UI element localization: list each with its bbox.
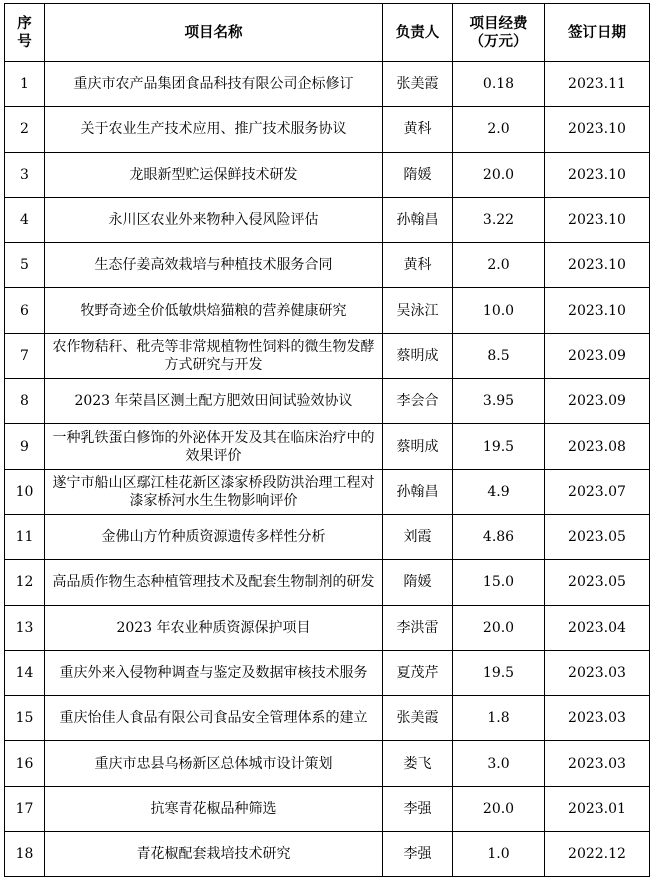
cell-seq: 14 [5, 650, 45, 695]
cell-owner: 孙翰昌 [383, 469, 453, 514]
cell-owner: 吴泳江 [383, 288, 453, 333]
cell-date: 2023.01 [545, 786, 650, 831]
cell-date: 2023.11 [545, 62, 650, 107]
table-header-row [5, 4, 650, 62]
cell-name: 抗寒青花椒品种筛选 [45, 786, 383, 831]
cell-date: 2023.10 [545, 288, 650, 333]
table-row [5, 333, 650, 378]
cell-owner: 张美霞 [383, 62, 453, 107]
table-row [5, 650, 650, 695]
cell-date: 2023.08 [545, 424, 650, 469]
cell-funding: 19.5 [453, 424, 545, 469]
cell-owner: 李强 [383, 832, 453, 877]
cell-name: 永川区农业外来物种入侵风险评估 [45, 197, 383, 242]
cell-funding: 2.0 [453, 243, 545, 288]
cell-date: 2023.10 [545, 197, 650, 242]
cell-seq: 12 [5, 560, 45, 605]
table-row [5, 560, 650, 605]
cell-owner: 李强 [383, 786, 453, 831]
cell-seq: 18 [5, 832, 45, 877]
cell-date: 2023.07 [545, 469, 650, 514]
cell-name: 金佛山方竹种质资源遗传多样性分析 [45, 514, 383, 559]
table-row [5, 696, 650, 741]
table-row [5, 469, 650, 514]
cell-date: 2023.09 [545, 379, 650, 424]
cell-funding: 20.0 [453, 786, 545, 831]
cell-name: 一种乳铁蛋白修饰的外泌体开发及其在临床治疗中的效果评价 [45, 424, 383, 469]
cell-owner: 李会合 [383, 379, 453, 424]
cell-funding: 0.18 [453, 62, 545, 107]
cell-funding: 4.9 [453, 469, 545, 514]
table-body [5, 62, 650, 877]
header-name: 项目名称 [45, 4, 383, 62]
cell-date: 2023.10 [545, 107, 650, 152]
cell-seq: 11 [5, 514, 45, 559]
cell-funding: 8.5 [453, 333, 545, 378]
cell-funding: 15.0 [453, 560, 545, 605]
cell-date: 2023.05 [545, 514, 650, 559]
cell-funding: 10.0 [453, 288, 545, 333]
cell-owner: 隋媛 [383, 560, 453, 605]
header-funding [453, 4, 545, 62]
header-funding-line2: （万元） [469, 32, 528, 50]
cell-owner: 黄科 [383, 107, 453, 152]
header-funding-line1: 项目经费 [469, 14, 528, 32]
cell-owner: 蔡明成 [383, 333, 453, 378]
cell-seq: 5 [5, 243, 45, 288]
table-row [5, 107, 650, 152]
cell-seq: 1 [5, 62, 45, 107]
cell-date: 2022.12 [545, 832, 650, 877]
cell-name: 农作物秸秆、秕壳等非常规植物性饲料的微生物发酵方式研究与开发 [45, 333, 383, 378]
cell-owner: 孙翰昌 [383, 197, 453, 242]
cell-owner: 蔡明成 [383, 424, 453, 469]
cell-name: 重庆外来入侵物种调查与鉴定及数据审核技术服务 [45, 650, 383, 695]
cell-name: 遂宁市船山区鄢江桂花新区漆家桥段防洪治理工程对漆家桥河水生生物影响评价 [45, 469, 383, 514]
cell-seq: 7 [5, 333, 45, 378]
header-date: 签订日期 [545, 4, 650, 62]
cell-date: 2023.03 [545, 741, 650, 786]
cell-owner: 娄飞 [383, 741, 453, 786]
cell-funding: 3.22 [453, 197, 545, 242]
cell-date: 2023.03 [545, 696, 650, 741]
cell-seq: 15 [5, 696, 45, 741]
cell-funding: 3.0 [453, 741, 545, 786]
table-row [5, 832, 650, 877]
cell-name: 高品质作物生态种植管理技术及配套生物制剂的研发 [45, 560, 383, 605]
cell-seq: 17 [5, 786, 45, 831]
cell-name: 青花椒配套栽培技术研究 [45, 832, 383, 877]
cell-name: 牧野奇迹全价低敏烘焙猫粮的营养健康研究 [45, 288, 383, 333]
table-row [5, 514, 650, 559]
table-row [5, 379, 650, 424]
cell-name: 重庆市农产品集团食品科技有限公司企标修订 [45, 62, 383, 107]
cell-funding: 1.0 [453, 832, 545, 877]
table-row [5, 243, 650, 288]
cell-funding: 20.0 [453, 605, 545, 650]
cell-name: 龙眼新型贮运保鲜技术研发 [45, 152, 383, 197]
cell-seq: 16 [5, 741, 45, 786]
cell-name: 重庆市忠县乌杨新区总体城市设计策划 [45, 741, 383, 786]
cell-owner: 刘霞 [383, 514, 453, 559]
cell-funding: 4.86 [453, 514, 545, 559]
cell-owner: 黄科 [383, 243, 453, 288]
cell-name: 重庆怡佳人食品有限公司食品安全管理体系的建立 [45, 696, 383, 741]
cell-seq: 9 [5, 424, 45, 469]
table-row [5, 605, 650, 650]
cell-seq: 2 [5, 107, 45, 152]
table-row [5, 786, 650, 831]
cell-date: 2023.10 [545, 152, 650, 197]
cell-funding: 2.0 [453, 107, 545, 152]
cell-seq: 4 [5, 197, 45, 242]
table-row [5, 152, 650, 197]
cell-owner: 张美霞 [383, 696, 453, 741]
table-row [5, 62, 650, 107]
cell-seq: 6 [5, 288, 45, 333]
table-row [5, 741, 650, 786]
cell-owner: 夏茂芹 [383, 650, 453, 695]
cell-owner: 李洪雷 [383, 605, 453, 650]
project-table [4, 3, 650, 877]
cell-name: 生态仔姜高效栽培与种植技术服务合同 [45, 243, 383, 288]
cell-date: 2023.10 [545, 243, 650, 288]
cell-seq: 13 [5, 605, 45, 650]
cell-name: 关于农业生产技术应用、推广技术服务协议 [45, 107, 383, 152]
cell-date: 2023.03 [545, 650, 650, 695]
cell-date: 2023.05 [545, 560, 650, 605]
cell-funding: 20.0 [453, 152, 545, 197]
table-row [5, 197, 650, 242]
cell-funding: 3.95 [453, 379, 545, 424]
header-owner: 负责人 [383, 4, 453, 62]
header-seq: 序号 [5, 4, 45, 62]
cell-owner: 隋媛 [383, 152, 453, 197]
cell-seq: 3 [5, 152, 45, 197]
cell-date: 2023.09 [545, 333, 650, 378]
cell-funding: 19.5 [453, 650, 545, 695]
cell-seq: 10 [5, 469, 45, 514]
cell-date: 2023.04 [545, 605, 650, 650]
cell-name: 2023 年农业种质资源保护项目 [45, 605, 383, 650]
table-row [5, 288, 650, 333]
cell-seq: 8 [5, 379, 45, 424]
cell-name: 2023 年荣昌区测土配方肥效田间试验效协议 [45, 379, 383, 424]
cell-funding: 1.8 [453, 696, 545, 741]
table-row [5, 424, 650, 469]
